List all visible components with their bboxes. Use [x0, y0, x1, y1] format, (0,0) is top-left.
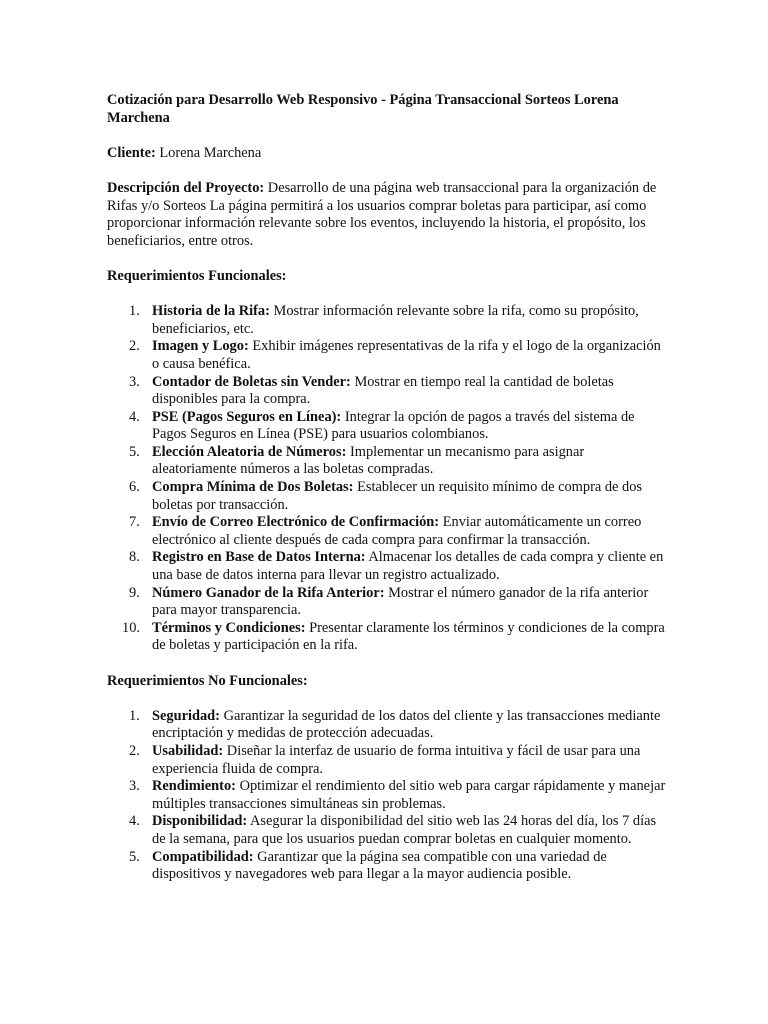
- list-item-number-cell: [107, 778, 152, 813]
- document-body: [107, 92, 667, 884]
- list-item: [107, 813, 667, 848]
- list-item-number-cell: [107, 813, 152, 848]
- list-item-number: 9.: [129, 584, 140, 601]
- list-item: [107, 778, 667, 813]
- list-item-label: Términos y Condiciones:: [152, 619, 306, 636]
- list-item-text: Implementar un mecanismo para asignar aleatoriamente números a las boletas compradas.: [152, 443, 585, 478]
- list-item-content: [152, 303, 667, 338]
- list-item-number-cell: [107, 514, 152, 549]
- list-item-content: [152, 778, 667, 813]
- list-item-number: 10.: [122, 619, 140, 636]
- list-item-content: [152, 549, 667, 584]
- client-line: [107, 145, 667, 163]
- list-item-number: 2.: [129, 742, 140, 759]
- list-item-label: Número Ganador de la Rifa Anterior:: [152, 584, 385, 601]
- client-label: Cliente:: [107, 144, 156, 161]
- nonfunctional-requirements-list: [107, 708, 667, 884]
- list-item-text: Exhibir imágenes representativas de la rifa y el logo de la organización o causa benéfica.: [152, 338, 661, 372]
- list-item-number-cell: [107, 444, 152, 479]
- list-item-label: Seguridad:: [152, 707, 220, 724]
- list-item: [107, 849, 667, 884]
- list-item-content: [152, 409, 667, 444]
- list-item-number-cell: [107, 585, 152, 620]
- list-item-label: Rendimiento:: [152, 778, 236, 795]
- client-value: Lorena Marchena: [159, 144, 262, 161]
- list-item-number: 8.: [129, 549, 140, 566]
- list-item-content: [152, 444, 667, 479]
- list-item-number-cell: [107, 549, 152, 584]
- description-label: Descripción del Proyecto:: [107, 179, 265, 196]
- list-item: [107, 514, 667, 549]
- list-item-content: [152, 708, 667, 743]
- list-item-label: Compra Mínima de Dos Boletas:: [152, 479, 354, 496]
- list-item-content: [152, 585, 667, 620]
- list-item-number: 2.: [129, 338, 140, 355]
- list-item: [107, 338, 667, 373]
- list-item-label: Disponibilidad:: [152, 813, 248, 830]
- list-item-text: Garantizar la seguridad de los datos del cliente y las transacciones mediante encriptación y medidas de protección adecuadas.: [152, 707, 661, 742]
- list-item-label: PSE (Pagos Seguros en Línea):: [152, 408, 342, 425]
- list-item-text: Integrar la opción de pagos a través del sistema de Pagos Seguros en Línea (PSE) para usuarios colombianos.: [152, 408, 635, 443]
- list-item-content: [152, 374, 667, 409]
- list-item: [107, 549, 667, 584]
- document-title: Cotización para Desarrollo Web Responsivo - Página Transaccional Sorteos Lorena Marchena: [107, 92, 619, 126]
- list-item: [107, 409, 667, 444]
- list-item-content: [152, 813, 667, 848]
- list-item-content: [152, 338, 667, 373]
- list-item-number: 3.: [129, 778, 140, 795]
- list-item-text: Presentar claramente los términos y condiciones de la compra de boletas y participación en la rifa.: [152, 619, 665, 654]
- list-item: [107, 479, 667, 514]
- list-item-content: [152, 620, 667, 655]
- list-item-number-cell: [107, 620, 152, 655]
- list-item-number-cell: [107, 743, 152, 778]
- list-item-label: Usabilidad:: [152, 742, 224, 759]
- list-item-number: 3.: [129, 373, 140, 390]
- description-text: Desarrollo de una página web transaccional para la organización de Rifas y/o Sorteos La página permitirá a los usuarios comprar boletas para participar, así como proporcionar información relevante sobre los eventos, incluyendo la historia, el propósito, los beneficiarios, entre otros.: [107, 179, 657, 249]
- list-item-number-cell: [107, 303, 152, 338]
- list-item: [107, 444, 667, 479]
- functional-requirements-list: [107, 303, 667, 655]
- list-item-content: [152, 743, 667, 778]
- list-item: [107, 708, 667, 743]
- list-item-content: [152, 849, 667, 884]
- list-item-label: Imagen y Logo:: [152, 338, 249, 355]
- functional-requirements-heading: Requerimientos Funcionales:: [107, 267, 287, 284]
- list-item: [107, 743, 667, 778]
- list-item-number: 7.: [129, 514, 140, 531]
- list-item-number: 6.: [129, 479, 140, 496]
- list-item-number: 4.: [129, 408, 140, 425]
- list-item-text: Diseñar la interfaz de usuario de forma intuitiva y fácil de usar para una experiencia fluida de compra.: [152, 742, 641, 777]
- list-item-text: Establecer un requisito mínimo de compra de dos boletas por transacción.: [152, 479, 643, 513]
- list-item-number: 4.: [129, 813, 140, 830]
- nonfunctional-requirements-heading: Requerimientos No Funcionales:: [107, 672, 308, 689]
- list-item-label: Contador de Boletas sin Vender:: [152, 373, 351, 390]
- list-item-text: Mostrar en tiempo real la cantidad de boletas disponibles para la compra.: [152, 373, 614, 408]
- list-item-content: [152, 514, 667, 549]
- list-item-number-cell: [107, 849, 152, 884]
- list-item-text: Mostrar información relevante sobre la rifa, como su propósito, beneficiarios, etc.: [152, 303, 639, 337]
- list-item-number: 1.: [129, 303, 140, 320]
- list-item-text: Optimizar el rendimiento del sitio web para cargar rápidamente y manejar múltiples transacciones simultáneas sin problemas.: [152, 778, 666, 812]
- list-item: [107, 620, 667, 655]
- list-item-text: Mostrar el número ganador de la rifa anterior para mayor transparencia.: [152, 584, 649, 619]
- list-item-number-cell: [107, 338, 152, 373]
- list-item-number-cell: [107, 409, 152, 444]
- list-item: [107, 374, 667, 409]
- list-item-text: Garantizar que la página sea compatible con una variedad de dispositivos y navegadores web para llegar a la mayor audiencia posible.: [152, 848, 607, 883]
- list-item-number: 5.: [129, 443, 140, 460]
- list-item-content: [152, 479, 667, 514]
- list-item-number-cell: [107, 374, 152, 409]
- list-item-number: 5.: [129, 848, 140, 865]
- list-item-label: Elección Aleatoria de Números:: [152, 443, 347, 460]
- list-item-text: Enviar automáticamente un correo electrónico al cliente después de cada compra para confirmar la transacción.: [152, 514, 642, 548]
- list-item-text: Asegurar la disponibilidad del sitio web las 24 horas del día, los 7 días de la semana, para que los usuarios puedan comprar boletas en cualquier momento.: [152, 813, 657, 847]
- list-item: [107, 303, 667, 338]
- list-item-label: Historia de la Rifa:: [152, 303, 270, 320]
- list-item-number-cell: [107, 479, 152, 514]
- list-item-label: Compatibilidad:: [152, 848, 254, 865]
- list-item-label: Envío de Correo Electrónico de Confirmación:: [152, 514, 440, 531]
- list-item-text: Almacenar los detalles de cada compra y cliente en una base de datos interna para llevar un registro actualizado.: [152, 549, 664, 584]
- list-item-number-cell: [107, 708, 152, 743]
- project-description: [107, 180, 667, 250]
- list-item-number: 1.: [129, 707, 140, 724]
- list-item: [107, 585, 667, 620]
- list-item-label: Registro en Base de Datos Interna:: [152, 549, 366, 566]
